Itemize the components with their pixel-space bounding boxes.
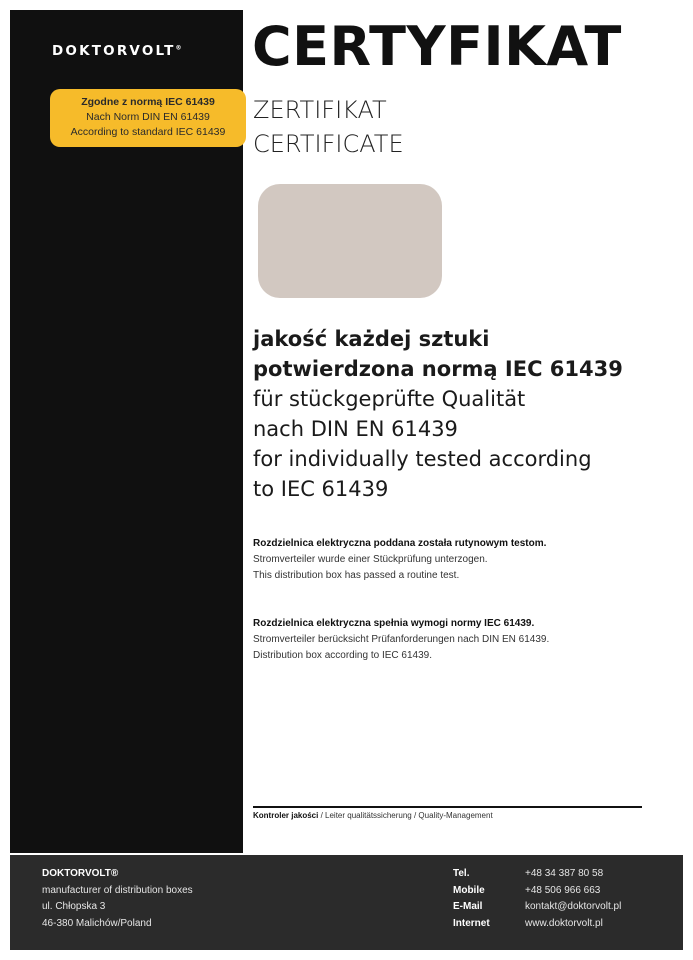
statement-pl: Rozdzielnica elektryczna poddana została rutynowym testom. (253, 538, 547, 549)
signature-label: Kontroler jakości / Leiter qualitätssicherung / Quality-Management (253, 811, 493, 820)
contact-label: Internet (453, 917, 490, 929)
company-name: DOKTORVOLT® (42, 868, 119, 879)
certificate-subtitle-de: ZERTIFIKAT (253, 96, 387, 124)
contact-row-phone (453, 866, 621, 883)
statement-en: Distribution box according to IEC 61439. (253, 650, 432, 661)
contact-value: +48 506 966 663 (525, 884, 601, 896)
contact-value: kontakt@doktorvolt.pl (525, 901, 622, 912)
contact-label: E-Mail (453, 901, 483, 912)
contact-row-internet (453, 916, 621, 933)
company-info (42, 866, 193, 932)
company-street: ul. Chłopska 3 (42, 901, 106, 912)
badge-line-de: Nach Norm DIN EN 61439 (86, 111, 210, 123)
company-description: manufacturer of distribution boxes (42, 884, 193, 896)
badge-line-en: According to standard IEC 61439 (70, 126, 226, 138)
left-sidebar (10, 10, 243, 853)
statement-de: Stromverteiler wurde einer Stückprüfung unterzogen. (253, 554, 488, 565)
footer (10, 855, 683, 950)
brand-logo: DOKTORVOLT® (52, 43, 182, 59)
statement-routine-test (253, 536, 546, 584)
quality-claim (253, 324, 653, 504)
statement-en: This distribution box has passed a routine test. (253, 570, 460, 581)
signature-line (253, 806, 642, 808)
badge-line-pl: Zgodne z normą IEC 61439 (81, 96, 215, 108)
claim-en-line1: for individually tested according (253, 447, 592, 471)
claim-pl-line1: jakość każdej sztuki (253, 327, 490, 351)
company-city: 46-380 Malichów/Poland (42, 917, 152, 929)
statement-standard (253, 616, 549, 664)
statement-pl: Rozdzielnica elektryczna spełnia wymogi normy IEC 61439. (253, 618, 535, 629)
contact-row-mobile (453, 883, 621, 900)
claim-de-line2: nach DIN EN 61439 (253, 417, 458, 441)
contact-value: www.doktorvolt.pl (525, 917, 603, 929)
contact-row-email (453, 899, 621, 916)
standard-badge (50, 89, 246, 147)
claim-de-line1: für stückgeprüfte Qualität (253, 387, 526, 411)
contact-info (453, 866, 621, 932)
contact-label: Mobile (453, 884, 485, 896)
claim-pl-line2: potwierdzona normą IEC 61439 (253, 357, 623, 381)
contact-label: Tel. (453, 868, 470, 879)
statement-de: Stromverteiler berücksicht Prüfanforderungen nach DIN EN 61439. (253, 634, 550, 645)
certificate-subtitle-en: CERTIFICATE (253, 130, 404, 158)
claim-en-line2: to IEC 61439 (253, 477, 389, 501)
product-photo-placeholder (258, 184, 442, 298)
contact-value: +48 34 387 80 58 (525, 868, 604, 879)
certificate-title: CERTYFIKAT (252, 15, 622, 78)
